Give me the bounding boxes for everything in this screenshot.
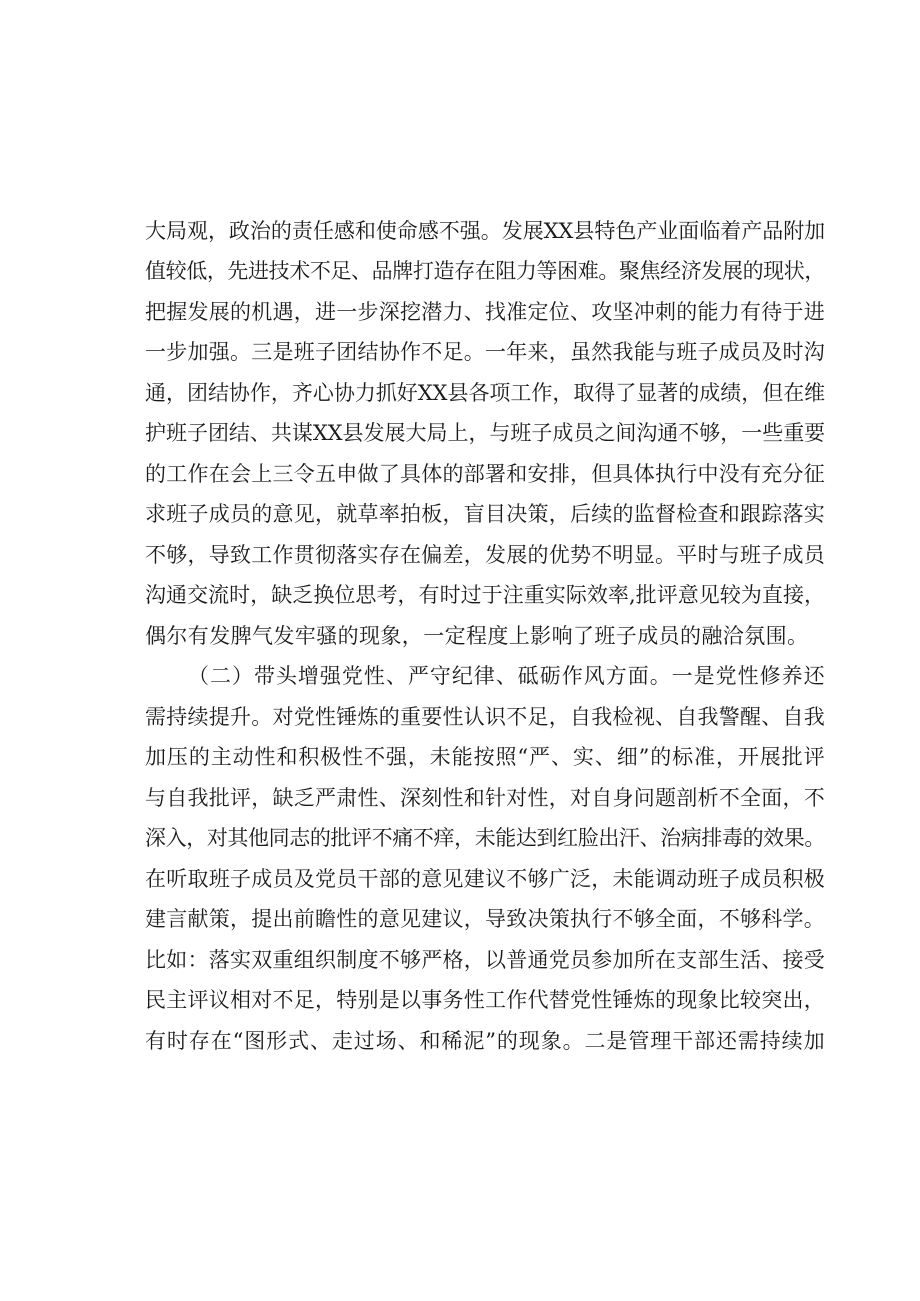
text-line-11: 偶尔有发脾气发牢骚的现象，一定程度上影响了班子成员的融洽氛围。 <box>145 624 809 648</box>
text-line-5: 通，团结协作，齐心协力抓好XX县各项工作，取得了显著的成绩，但在维 <box>145 381 825 405</box>
text-line-1: 大局观，政治的责任感和使命感不强。发展XX县特色产业面临着产品附加 <box>145 219 825 243</box>
text-line-10: 沟通交流时，缺乏换位思考，有时过于注重实际效率,批评意见较为直接， <box>145 583 825 607</box>
text-line-17: 在听取班子成员及党员干部的意见建议不够广泛，未能调动班子成员积极 <box>145 867 825 891</box>
text-line-2: 值较低，先进技术不足、品牌打造存在阻力等困难。聚焦经济发展的现状， <box>145 259 825 283</box>
text-line-18: 建言献策，提出前瞻性的意见建议，导致决策执行不够全面，不够科学。 <box>145 907 825 931</box>
text-line-6: 护班子团结、共谋XX县发展大局上，与班子成员之间沟通不够，一些重要 <box>145 421 825 445</box>
text-line-3: 把握发展的机遇，进一步深挖潜力、找准定位、攻坚冲刺的能力有待于进 <box>145 300 825 324</box>
text-line-4: 一步加强。三是班子团结协作不足。一年来，虽然我能与班子成员及时沟 <box>145 340 825 364</box>
text-line-12: （二）带头增强党性、严守纪律、砥砺作风方面。一是党性修养还 <box>188 664 825 688</box>
text-line-20: 民主评议相对不足，特别是以事务性工作代替党性锤炼的现象比较突出， <box>145 988 825 1012</box>
text-line-15: 与自我批评，缺乏严肃性、深刻性和针对性，对自身问题剖析不全面，不 <box>145 786 825 810</box>
text-line-7: 的工作在会上三令五申做了具体的部署和安排，但具体执行中没有充分征 <box>145 462 825 486</box>
text-line-13: 需持续提升。对党性锤炼的重要性认识不足，自我检视、自我警醒、自我 <box>145 705 825 729</box>
text-line-8: 求班子成员的意见，就草率拍板，盲目决策，后续的监督检查和跟踪落实 <box>145 502 825 526</box>
text-line-16: 深入，对其他同志的批评不痛不痒，未能达到红脸出汗、治病排毒的效果。 <box>145 826 825 850</box>
text-line-9: 不够，导致工作贯彻落实存在偏差，发展的优势不明显。平时与班子成员 <box>145 543 825 567</box>
text-line-14: 加压的主动性和积极性不强，未能按照“严、实、细”的标准，开展批评 <box>145 745 825 769</box>
text-line-19: 比如：落实双重组织制度不够严格，以普通党员参加所在支部生活、接受 <box>145 948 825 972</box>
text-line-21: 有时存在“图形式、走过场、和稀泥”的现象。二是管理干部还需持续加 <box>145 1029 825 1053</box>
